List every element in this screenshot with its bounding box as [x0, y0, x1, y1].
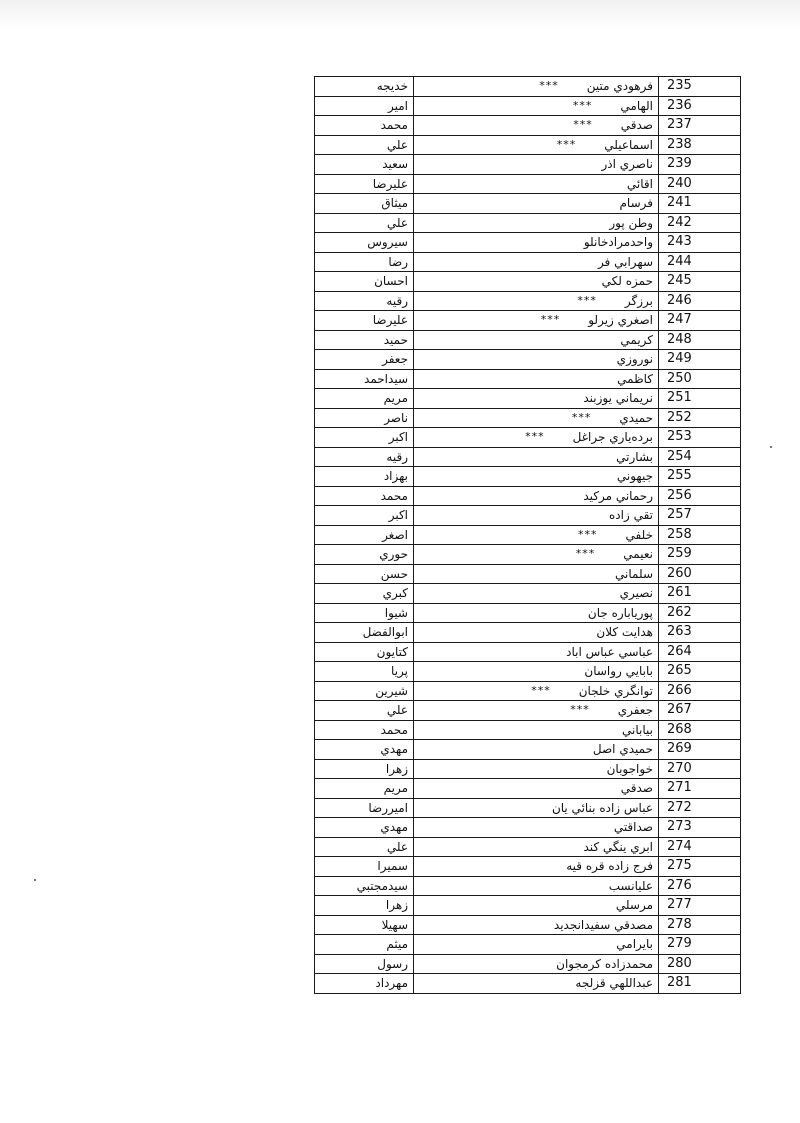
table-row [315, 369, 741, 389]
row-number: 256 [659, 486, 741, 506]
row-number: 235 [659, 77, 741, 97]
row-number: 249 [659, 350, 741, 370]
last-name-cell [414, 233, 659, 253]
last-name-cell [414, 174, 659, 194]
last-name: اصغري زيرلو [588, 313, 653, 328]
asterisk-mark: *** [572, 98, 593, 112]
table-row [315, 740, 741, 760]
table-row [315, 213, 741, 233]
row-number: 278 [659, 915, 741, 935]
row-number: 262 [659, 603, 741, 623]
first-name: امير [315, 96, 414, 116]
last-name-cell [414, 564, 659, 584]
first-name: مهدي [315, 740, 414, 760]
last-name: نوروزي [616, 352, 653, 367]
table-row [315, 77, 741, 97]
first-name: كبري [315, 584, 414, 604]
row-number: 239 [659, 155, 741, 175]
table-row [315, 252, 741, 272]
last-name: جيهوني [616, 469, 653, 484]
row-number: 266 [659, 681, 741, 701]
first-name: علي [315, 213, 414, 233]
last-name: الهامي [620, 98, 653, 113]
row-number: 273 [659, 818, 741, 838]
last-name: بياباني [622, 722, 653, 737]
first-name: عليرضا [315, 311, 414, 331]
row-number: 258 [659, 525, 741, 545]
last-name: سهرابي فر [597, 254, 653, 269]
last-name: نعيمي [623, 547, 653, 562]
row-number: 274 [659, 837, 741, 857]
asterisk-mark: *** [571, 410, 592, 424]
last-name: كريمي [620, 332, 653, 347]
first-name: سميرا [315, 857, 414, 877]
first-name: علي [315, 837, 414, 857]
names-table-container [314, 76, 741, 994]
first-name: ميثاق [315, 194, 414, 214]
asterisk-mark: *** [556, 137, 577, 151]
first-name: مهرداد [315, 974, 414, 994]
last-name: نصيري [619, 586, 653, 601]
first-name: اكبر [315, 428, 414, 448]
last-name-cell [414, 701, 659, 721]
last-name: صداقتي [613, 820, 653, 835]
table-row [315, 174, 741, 194]
last-name-cell [414, 662, 659, 682]
row-number: 270 [659, 759, 741, 779]
last-name-cell [414, 155, 659, 175]
last-name-cell [414, 603, 659, 623]
last-name: ناصري اذر [601, 157, 653, 172]
last-name-cell [414, 759, 659, 779]
last-name: بايرامي [616, 937, 653, 952]
asterisk-mark: *** [578, 527, 598, 541]
row-number: 245 [659, 272, 741, 292]
last-name: صدقي [620, 781, 653, 796]
table-row [315, 525, 741, 545]
last-name-cell [414, 623, 659, 643]
last-name-cell [414, 954, 659, 974]
table-row [315, 389, 741, 409]
last-name-cell [414, 837, 659, 857]
first-name: علي [315, 135, 414, 155]
last-name: برزگر [624, 293, 653, 308]
asterisk-mark: *** [540, 313, 561, 327]
first-name: احسان [315, 272, 414, 292]
last-name-cell [414, 974, 659, 994]
row-number: 281 [659, 974, 741, 994]
row-number: 251 [659, 389, 741, 409]
last-name: فرج زاده قره قيه [566, 859, 653, 874]
row-number: 265 [659, 662, 741, 682]
row-number: 246 [659, 291, 741, 311]
last-name-cell [414, 428, 659, 448]
row-number: 238 [659, 135, 741, 155]
asterisk-mark: *** [531, 683, 551, 697]
first-name: مهدي [315, 818, 414, 838]
table-row [315, 564, 741, 584]
row-number: 276 [659, 876, 741, 896]
row-number: 275 [659, 857, 741, 877]
table-row [315, 291, 741, 311]
last-name: تقي زاده [609, 508, 653, 523]
table-row [315, 135, 741, 155]
last-name: بابايي رواسان [584, 664, 653, 679]
scan-shadow [0, 0, 800, 30]
last-name: مصدقي سفيدانجديد [553, 917, 653, 932]
last-name-cell [414, 447, 659, 467]
last-name: ابري ينگي كند [583, 839, 653, 854]
last-name-cell [414, 116, 659, 136]
row-number: 240 [659, 174, 741, 194]
row-number: 252 [659, 408, 741, 428]
last-name: عباس زاده بنائي يان [551, 800, 653, 815]
first-name: زهرا [315, 759, 414, 779]
first-name: رسول [315, 954, 414, 974]
last-name-cell [414, 467, 659, 487]
row-number: 241 [659, 194, 741, 214]
first-name: مريم [315, 779, 414, 799]
last-name-cell [414, 525, 659, 545]
last-name: جعفري [617, 703, 653, 718]
last-name: توانگري خلجان [578, 683, 653, 698]
row-number: 242 [659, 213, 741, 233]
last-name: سلماني [615, 566, 653, 581]
last-name: نريماني يوزبند [583, 391, 653, 406]
names-table [314, 76, 741, 994]
table-row [315, 896, 741, 916]
first-name: پريا [315, 662, 414, 682]
last-name: پورياباره جان [587, 605, 653, 620]
last-name-cell [414, 642, 659, 662]
row-number: 261 [659, 584, 741, 604]
last-name-cell [414, 818, 659, 838]
table-row [315, 194, 741, 214]
last-name: مرسلي [615, 898, 653, 913]
first-name: شيوا [315, 603, 414, 623]
last-name-cell [414, 77, 659, 97]
row-number: 253 [659, 428, 741, 448]
first-name: ابوالفضل [315, 623, 414, 643]
last-name-cell [414, 876, 659, 896]
last-name-cell [414, 779, 659, 799]
first-name: اميررضا [315, 798, 414, 818]
first-name: زهرا [315, 896, 414, 916]
row-number: 277 [659, 896, 741, 916]
last-name-cell [414, 486, 659, 506]
last-name-cell [414, 408, 659, 428]
table-row [315, 506, 741, 526]
first-name: محمد [315, 720, 414, 740]
last-name: هدايت كلان [596, 625, 653, 640]
table-row [315, 486, 741, 506]
last-name-cell [414, 252, 659, 272]
row-number: 244 [659, 252, 741, 272]
table-row [315, 974, 741, 994]
row-number: 254 [659, 447, 741, 467]
first-name: ناصر [315, 408, 414, 428]
names-table-body [315, 77, 741, 994]
last-name: وطن پور [609, 215, 653, 230]
last-name-cell [414, 681, 659, 701]
table-row [315, 330, 741, 350]
first-name: اكبر [315, 506, 414, 526]
row-number: 247 [659, 311, 741, 331]
table-row [315, 116, 741, 136]
table-row [315, 545, 741, 565]
table-row [315, 428, 741, 448]
last-name: حميدي [619, 410, 653, 425]
last-name-cell [414, 720, 659, 740]
first-name: مريم [315, 389, 414, 409]
table-row [315, 701, 741, 721]
table-row [315, 467, 741, 487]
table-row [315, 837, 741, 857]
last-name: بشارتي [616, 449, 653, 464]
first-name: شيرين [315, 681, 414, 701]
first-name: علي [315, 701, 414, 721]
last-name: اقائي [626, 176, 653, 191]
table-row [315, 857, 741, 877]
last-name: واحدمرادخانلو [583, 235, 653, 250]
first-name: حوري [315, 545, 414, 565]
first-name: حميد [315, 330, 414, 350]
table-row [315, 447, 741, 467]
last-name: حميدي اصل [592, 742, 653, 757]
row-number: 260 [659, 564, 741, 584]
table-row [315, 759, 741, 779]
first-name: سيداحمد [315, 369, 414, 389]
last-name-cell [414, 740, 659, 760]
table-row [315, 623, 741, 643]
last-name-cell [414, 135, 659, 155]
last-name: رحماني مركيد [583, 488, 653, 503]
last-name: خلفي [625, 527, 653, 542]
last-name: عبداللهي قزلجه [575, 976, 653, 991]
row-number: 271 [659, 779, 741, 799]
first-name: كتايون [315, 642, 414, 662]
row-number: 243 [659, 233, 741, 253]
last-name: اسماعيلي [604, 137, 653, 152]
row-number: 255 [659, 467, 741, 487]
last-name-cell [414, 935, 659, 955]
table-row [315, 954, 741, 974]
table-row [315, 233, 741, 253]
row-number: 248 [659, 330, 741, 350]
last-name-cell [414, 857, 659, 877]
first-name: رقيه [315, 291, 414, 311]
asterisk-mark: *** [577, 293, 597, 307]
table-row [315, 272, 741, 292]
last-name-cell [414, 194, 659, 214]
row-number: 259 [659, 545, 741, 565]
table-row [315, 96, 741, 116]
first-name: رضا [315, 252, 414, 272]
table-row [315, 779, 741, 799]
last-name: فرسام [619, 196, 653, 211]
first-name: رقيه [315, 447, 414, 467]
table-row [315, 350, 741, 370]
last-name-cell [414, 291, 659, 311]
last-name: عباسي عباس اباد [566, 644, 653, 659]
row-number: 269 [659, 740, 741, 760]
first-name: سيدمجتبي [315, 876, 414, 896]
row-number: 250 [659, 369, 741, 389]
table-row [315, 311, 741, 331]
last-name-cell [414, 311, 659, 331]
first-name: جعفر [315, 350, 414, 370]
last-name: حمزه لكي [601, 274, 653, 289]
last-name-cell [414, 915, 659, 935]
table-row [315, 915, 741, 935]
row-number: 267 [659, 701, 741, 721]
table-row [315, 603, 741, 623]
row-number: 257 [659, 506, 741, 526]
last-name-cell [414, 213, 659, 233]
table-row [315, 662, 741, 682]
first-name: عليرضا [315, 174, 414, 194]
first-name: اصغر [315, 525, 414, 545]
first-name: سهيلا [315, 915, 414, 935]
last-name-cell [414, 369, 659, 389]
row-number: 236 [659, 96, 741, 116]
first-name: بهزاد [315, 467, 414, 487]
last-name-cell [414, 506, 659, 526]
last-name-cell [414, 798, 659, 818]
last-name: فرهودي متين [586, 79, 653, 94]
first-name: محمد [315, 486, 414, 506]
last-name: برده‌ياري جراغل [572, 430, 653, 445]
scan-speck [770, 446, 772, 448]
asterisk-mark: *** [570, 703, 590, 717]
row-number: 272 [659, 798, 741, 818]
first-name: محمد [315, 116, 414, 136]
last-name-cell [414, 350, 659, 370]
row-number: 279 [659, 935, 741, 955]
last-name-cell [414, 896, 659, 916]
asterisk-mark: *** [575, 547, 596, 561]
first-name: سعيد [315, 155, 414, 175]
table-row [315, 155, 741, 175]
row-number: 263 [659, 623, 741, 643]
last-name: عليانسب [608, 878, 653, 893]
last-name-cell [414, 96, 659, 116]
asterisk-mark: *** [525, 430, 545, 444]
table-row [315, 642, 741, 662]
table-row [315, 935, 741, 955]
last-name-cell [414, 389, 659, 409]
row-number: 280 [659, 954, 741, 974]
table-row [315, 681, 741, 701]
first-name: سيروس [315, 233, 414, 253]
last-name-cell [414, 330, 659, 350]
last-name: صدقي [620, 118, 653, 133]
last-name-cell [414, 584, 659, 604]
table-row [315, 584, 741, 604]
table-row [315, 798, 741, 818]
table-row [315, 818, 741, 838]
row-number: 264 [659, 642, 741, 662]
last-name: كاظمي [617, 371, 653, 386]
scan-speck [34, 879, 36, 881]
row-number: 268 [659, 720, 741, 740]
table-row [315, 408, 741, 428]
first-name: خديجه [315, 77, 414, 97]
asterisk-mark: *** [573, 118, 593, 132]
first-name: ميثم [315, 935, 414, 955]
table-row [315, 720, 741, 740]
last-name: محمدزاده كرمجوان [556, 956, 653, 971]
table-row [315, 876, 741, 896]
asterisk-mark: *** [539, 79, 559, 93]
last-name-cell [414, 272, 659, 292]
first-name: حسن [315, 564, 414, 584]
last-name: خواجوبان [606, 761, 653, 776]
row-number: 237 [659, 116, 741, 136]
last-name-cell [414, 545, 659, 565]
